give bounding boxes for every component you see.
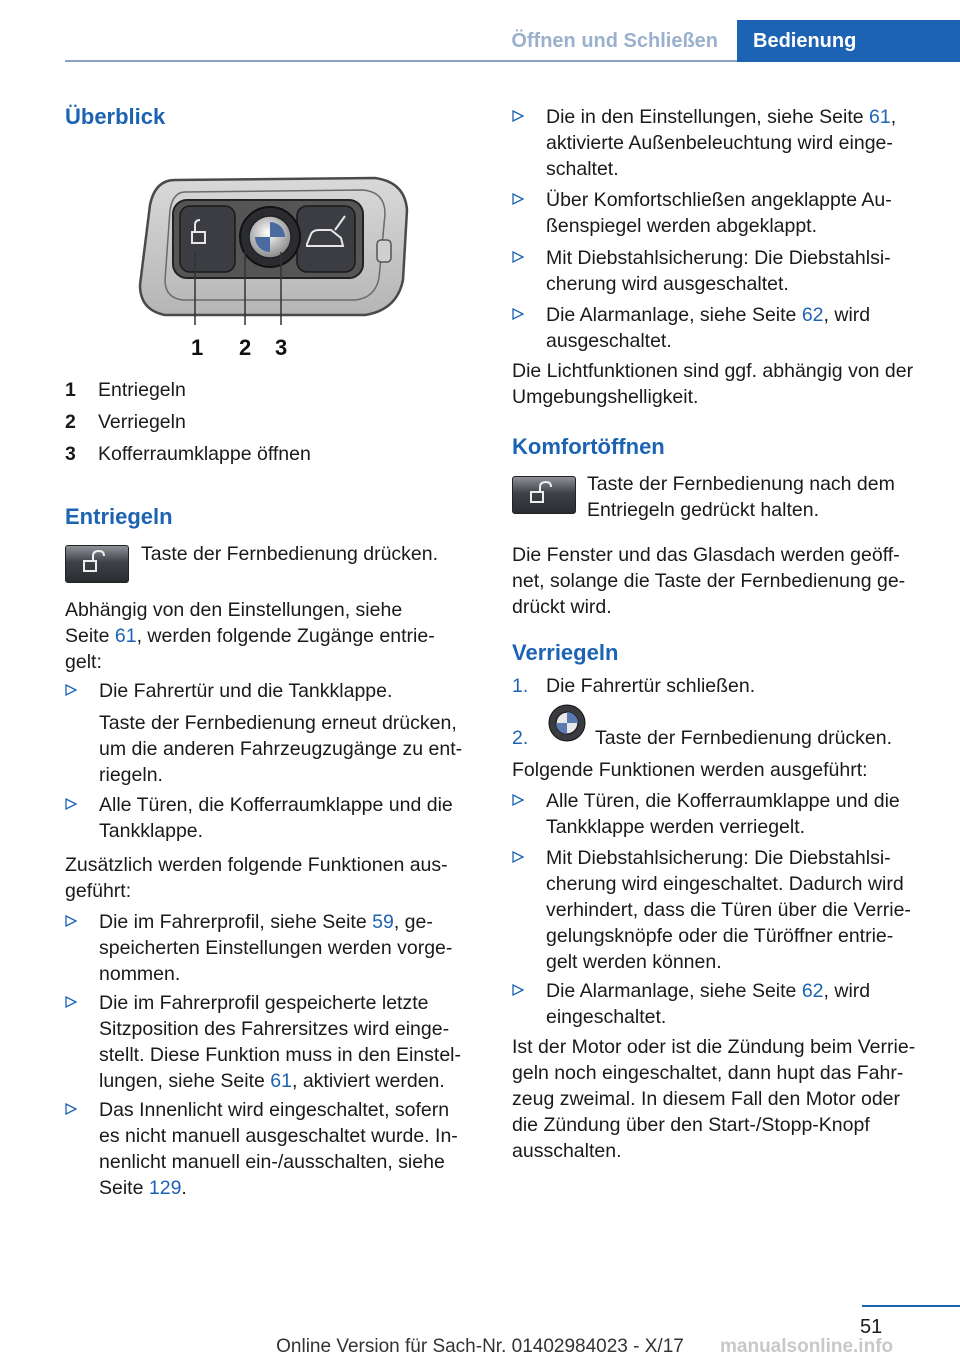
unlock-icon: [66, 546, 128, 582]
paragraph: Ist der Motor oder ist die Zündung beim Verrie-: [512, 1036, 916, 1058]
unlock-heading: Entriegeln: [65, 504, 173, 529]
bullet-triangle-icon: [512, 794, 524, 806]
list-item: Mit Diebstahlsicherung: Die Diebstahlsi- cherung wird eingeschaltet. Dadurch wird verhindert, dass die Türen über die Verrie- gelungsknöpfe oder die Türöffner entrie- gelt werden können.: [512, 845, 932, 977]
footer-rule: [862, 1305, 960, 1307]
list-item: Alle Türen, die Kofferraumklappe und die Tankklappe.: [65, 792, 475, 846]
unlock-button-text: Taste der Fernbedienung drücken.: [141, 543, 439, 565]
list-item: Die Alarmanlage, siehe Seite 62, wird eingeschaltet.: [512, 978, 932, 1032]
page-link[interactable]: 129: [148, 1177, 182, 1199]
bullet-triangle-icon: [65, 915, 77, 927]
unlock-button-image: [512, 476, 576, 514]
chapter-tab: Bedienung: [737, 20, 960, 62]
paragraph: gelt:: [65, 651, 102, 673]
page-number: 51: [860, 1316, 883, 1338]
legend-text: Entriegeln: [98, 379, 186, 401]
bmw-logo-button-icon: [548, 704, 586, 742]
paragraph: Zusätzlich werden folgende Funktionen aus-: [65, 854, 448, 876]
watermark: manualsonline.info: [720, 1336, 894, 1357]
bullet-triangle-icon: [65, 1103, 77, 1115]
paragraph: Seite 61, werden folgende Zugänge entrie-: [65, 625, 435, 647]
bullet-triangle-icon: [512, 110, 524, 122]
paragraph: drückt wird.: [512, 596, 612, 618]
bullet-triangle-icon: [65, 798, 77, 810]
list-item: Die Alarmanlage, siehe Seite 62, wird ausgeschaltet.: [512, 302, 932, 356]
page-link[interactable]: 62: [801, 980, 824, 1002]
legend-text: Kofferraumklappe öffnen: [98, 443, 311, 465]
list-item: Über Komfortschließen angeklappte Au- ßenspiegel werden abgeklappt.: [512, 187, 932, 241]
online-version-note: Online Version für Sach-Nr. 01402984023 - X/17: [276, 1336, 684, 1357]
step-text: Taste der Fernbedienung drücken.: [595, 727, 893, 749]
legend-number: 2: [65, 411, 76, 433]
paragraph: zeug zweimal. In diesem Fall den Motor oder: [512, 1088, 901, 1110]
callout-3: 3: [275, 335, 288, 360]
paragraph: geln noch eingeschaltet, dann hupt das Fahr-: [512, 1062, 904, 1084]
page-link[interactable]: 61: [270, 1070, 292, 1092]
legend-text: Verriegeln: [98, 411, 186, 433]
list-item: Alle Türen, die Kofferraumklappe und die Tankklappe werden verriegelt.: [512, 788, 932, 842]
paragraph: Die Fenster und das Glasdach werden geöff-: [512, 544, 900, 566]
bullet-triangle-icon: [512, 984, 524, 996]
bullet-triangle-icon: [512, 851, 524, 863]
unlock-button-image: [65, 545, 129, 583]
callout-1: 1: [191, 335, 204, 360]
list-item: Die im Fahrerprofil, siehe Seite 59, ge- speicherten Einstellungen werden vorge- nommen.: [65, 909, 475, 989]
comfort-button-text: Entriegeln gedrückt halten.: [587, 499, 819, 521]
page-link[interactable]: 61: [869, 106, 891, 128]
list-item: Mit Diebstahlsicherung: Die Diebstahlsi- cherung wird ausgeschaltet.: [512, 245, 932, 299]
paragraph: geführt:: [65, 880, 132, 902]
paragraph: ausschalten.: [512, 1140, 622, 1162]
bullet-triangle-icon: [512, 308, 524, 320]
paragraph: net, solange die Taste der Fernbedienung ge-: [512, 570, 906, 592]
comfort-open-heading: Komfortöffnen: [512, 434, 665, 459]
paragraph: Folgende Funktionen werden ausgeführt:: [512, 759, 868, 781]
step-number: 1.: [512, 675, 529, 697]
page-link[interactable]: 62: [801, 304, 824, 326]
comfort-button-text: Taste der Fernbedienung nach dem: [587, 473, 895, 495]
list-item: Die in den Einstellungen, siehe Seite 61, aktivierte Außenbeleuchtung wird einge- schaltet.: [512, 104, 932, 184]
section-title: Öffnen und Schließen: [511, 30, 718, 52]
legend-number: 1: [65, 379, 76, 401]
step-number: 2.: [512, 727, 529, 749]
list-item: Das Innenlicht wird eingeschaltet, sofern es nicht manuell ausgeschaltet wurde. In- nenlicht manuell ein-/ausschalten, siehe Seite 129.: [65, 1097, 475, 1203]
paragraph: Abhängig von den Einstellungen, siehe: [65, 599, 403, 621]
legend-number: 3: [65, 443, 76, 465]
paragraph: Umgebungshelligkeit.: [512, 386, 699, 408]
lock-heading: Verriegeln: [512, 640, 619, 665]
list-item: Die Fahrertür und die Tankklappe. Taste der Fernbedienung erneut drücken, um die anderen Fahrzeugzugänge zu ent- riegeln.: [65, 678, 475, 788]
bullet-triangle-icon: [512, 251, 524, 263]
step-text: Die Fahrertür schließen.: [546, 675, 756, 697]
bullet-triangle-icon: [65, 684, 77, 696]
callout-2: 2: [239, 335, 252, 360]
unlock-icon: [513, 477, 575, 513]
key-fob-illustration: [135, 170, 425, 370]
bullet-triangle-icon: [65, 996, 77, 1008]
bullet-triangle-icon: [512, 193, 524, 205]
paragraph: Die Lichtfunktionen sind ggf. abhängig von der: [512, 360, 914, 382]
page-link[interactable]: 61: [114, 625, 137, 647]
list-item: Die im Fahrerprofil gespeicherte letzte Sitzposition des Fahrersitzes wird einge- stellt. Diese Funktion muss in den Einstel- lungen, siehe Seite 61, aktiviert werden.: [65, 990, 475, 1096]
overview-heading: Überblick: [65, 104, 166, 129]
page-link[interactable]: 59: [372, 911, 394, 933]
paragraph: die Zündung über den Start-/Stopp-Knopf: [512, 1114, 870, 1136]
